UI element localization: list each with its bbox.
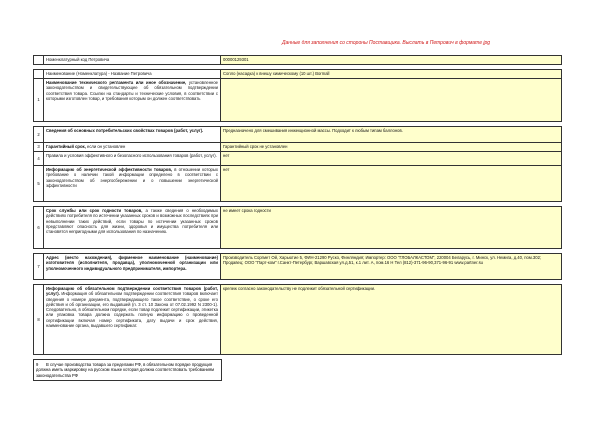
row-label	[44, 152, 221, 166]
footnote-box	[33, 359, 222, 381]
row-label	[44, 79, 221, 122]
supplier-info-table	[33, 55, 562, 355]
table-row	[34, 56, 562, 65]
row-label	[44, 166, 221, 202]
row-num: 8	[34, 285, 44, 355]
label-bold: Сведения об основных потребительских свойствах товаров (работ, услуг).	[46, 128, 204, 133]
row-label	[44, 285, 221, 355]
label-rest: Правила и условия эффективного и безопасного использования товаров (работ, услуг).	[46, 153, 217, 158]
row-num	[34, 56, 44, 65]
row-num: 7	[34, 254, 44, 280]
label-rest: если он установлен	[86, 144, 126, 149]
row-label: Номенклатурный код Петровича	[44, 56, 221, 65]
table-row	[34, 143, 562, 152]
label-bold: Срок службы или срок годности товаров,	[46, 208, 143, 213]
table-row	[34, 254, 562, 280]
label-bold: Адрес (место нахождения), фирменное наименование (наименование) изготовителя (исполнителя, продавца), уполномоченной организации или уполномоченного индивидуального предпринимателя, импортера.	[46, 255, 218, 271]
table-row	[34, 152, 562, 166]
row-num: 4	[34, 152, 44, 166]
row-label	[44, 143, 221, 152]
label-bold: Наименование технического регламента или иное обозначение,	[46, 80, 187, 85]
row-value[interactable]: Производитель Соргмет Ой, Харьютие 5, ФИН-21290 Руско, Финляндия; Импортер: ООО "ГЛОБАЛКАСТОМ", 220004 Беларусь, г. Минск, ул. Немига, д.40, пом.302; Продавец: ООО "Парт-ком" г.Санкт-Петербург, Варшавская ул.д.51, к.1 лит. А, пом.16 Н Тел (812)-371-96-90,371-96-91 www.partner.su	[221, 254, 562, 280]
row-value[interactable]: нет	[221, 152, 562, 166]
label-bold: Информацию об энергетической эффективности товаров,	[46, 167, 173, 172]
label-rest: а также сведения о необходимых действиях потребителя по истечении указанных сроков и возможных последствиях при невыполнении таких действий, если товары по истечении указанных сроков представляют опасность для жизни, здоровья и имущества потребителя или становятся непригодными для использования по назначению.	[46, 208, 218, 235]
row-value[interactable]: Предназначено для смешивания инжекционной массы. Подходит к любым типам баллонов.	[221, 127, 562, 143]
row-value[interactable]: 00000129301	[221, 56, 562, 65]
table-row	[34, 79, 562, 122]
label-rest: Информация об обязательном подтверждении соответствия товаров включает сведения о номере документа, подтверждающего такое соответствие, о сроке его действия и об организации, его выдавшей (п. 3 ст. 10 Закона от 07.02.1992 N 2300-1). Следовательно, в обязательном порядке, если товар подлежит сертификации, этикетка или упаковка товара должна содержать полную информацию о проведенной сертификации включая номер сертификата, дату выдачи и срок действия, наименование органа, выдавшего сертификат.	[46, 291, 218, 329]
label-rest: установленное законодательством и свидетельствующее об обязательном подтверждении соответствия товара. Ссылки на стандарты и технические условия, в соответствии с которыми изготовлен товар, и требования которым он должен соответствовать	[46, 80, 218, 101]
row-label	[44, 254, 221, 280]
row-num: 6	[34, 207, 44, 249]
row-num: 2	[34, 127, 44, 143]
row-label	[44, 207, 221, 249]
row-num: 1	[34, 79, 44, 122]
label-bold: Информацию об обязательном подтверждении соответствия товаров (работ, услуг).	[46, 286, 218, 297]
footnote-text: В случае производства товара за пределами РФ, в обязательном порядке продукция должна иметь маркировку на русском языке которая должна соответствовать требованиям законодательства РФ	[36, 362, 215, 378]
row-num: 3	[34, 143, 44, 152]
label-bold: Гарантийный срок,	[46, 144, 86, 149]
header-note: Данные для заполнения со стороны Поставщика. Выслать в Петрович в формате jpg	[281, 40, 491, 46]
row-value[interactable]: нет	[221, 166, 562, 202]
table-row	[34, 70, 562, 79]
table-row	[34, 127, 562, 143]
label-rest: в отношении которых требование о наличии такой информации определено в соответствии с законодательством об энергосбережении и о повышении энергетической эффективности	[46, 167, 218, 188]
table-row	[34, 166, 562, 202]
row-value[interactable]: Гарантийный срок не установлен	[221, 143, 562, 152]
row-value[interactable]: не имеет срока годности	[221, 207, 562, 249]
row-value[interactable]	[221, 79, 562, 122]
table-row	[34, 285, 562, 355]
row-label	[44, 127, 221, 143]
row-value[interactable]: Сопло (насадка) к внешу химическому (10 шт.) Bormall	[221, 70, 562, 79]
table-row	[34, 207, 562, 249]
row-label: Наименование (Номенклатура) - Название Петровича	[44, 70, 221, 79]
row-num	[34, 70, 44, 79]
row-num: 5	[34, 166, 44, 202]
footnote-num: 9	[36, 362, 39, 367]
row-value[interactable]: крепеж согласно законодательству не подлежит обязательной сертификации.	[221, 285, 562, 355]
